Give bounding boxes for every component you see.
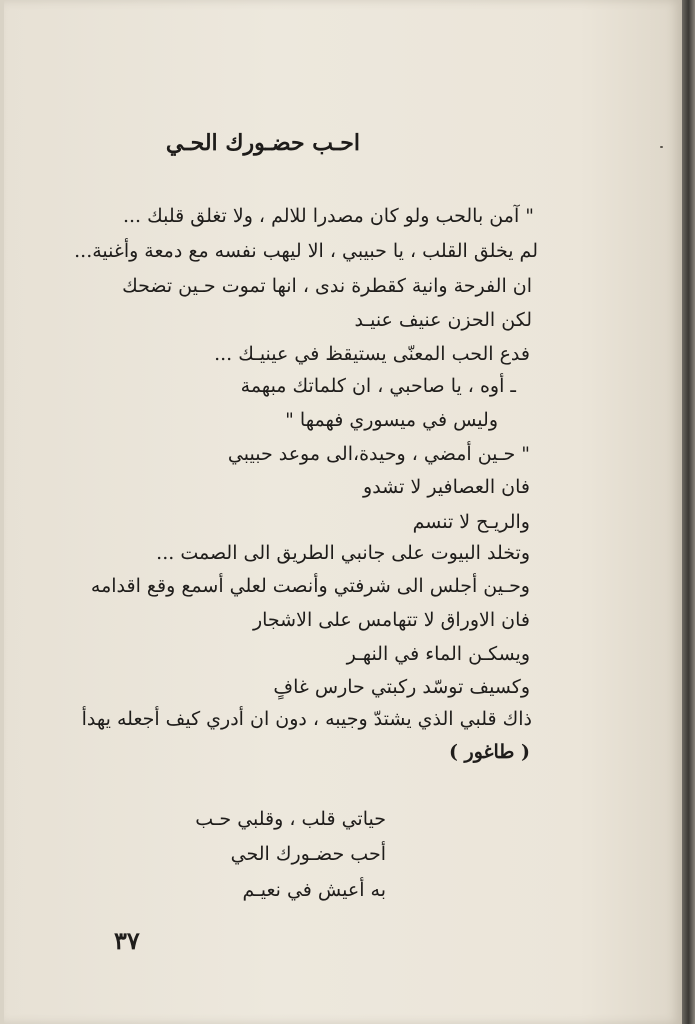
poem-line: لم يخلق القلب ، يا حبيبي ، الا ليهب نفسه مع دمعة وأغنية... [74, 240, 538, 262]
stanza-line: به أعيش في نعيـم [242, 879, 386, 901]
poem-line: ان الفرحة وانية كقطرة ندى ، انها تموت حـين تضحك [122, 275, 532, 297]
poem-line: " آمن بالحب ولو كان مصدرا للالم ، ولا تغلق قلبك ... [122, 205, 534, 227]
page-number: ٣٧ [114, 926, 140, 955]
poem-line: وحـين أجلس الى شرفتي وأنصت لعلي أسمع وقع اقدامه [90, 575, 530, 597]
book-page [4, 0, 682, 1024]
ink-speck [660, 146, 663, 148]
poem-line: لكن الحزن عنيف عنيـد [354, 309, 532, 331]
poem-line: وليس في ميسوري فهمها " [285, 409, 498, 431]
poem-line: وكسيف توسّد ركبتي حارس غافٍ [273, 676, 530, 698]
poem-line: ـ أوه ، يا صاحبي ، ان كلماتك مبهمة [240, 375, 516, 397]
poem-line: ذاك قلبي الذي يشتدّ وجيبه ، دون ان أدري كيف أجعله يهدأ [81, 708, 532, 730]
poem-line: فان الاوراق لا تتهامس على الاشجار [252, 609, 530, 631]
poem-line: ويسكـن الماء في النهـر [346, 643, 530, 665]
poem-line: والريـح لا تنسم [412, 511, 530, 533]
poem-line: فدع الحب المعنّى يستيقظ في عينيـك ... [214, 343, 530, 365]
attribution: ( طاغور ) [448, 741, 530, 763]
stanza-line: أحب حضـورك الحي [230, 843, 386, 865]
stanza-line: حياتي قلب ، وقلبي حـب [195, 808, 386, 830]
book-binding-edge [682, 0, 695, 1024]
poem-line: وتخلد البيوت على جانبي الطريق الى الصمت ... [156, 542, 530, 564]
page-title: احـب حضـورك الحـي [165, 130, 360, 156]
poem-line: فان العصافير لا تشدو [363, 476, 530, 498]
poem-line: " حـين أمضي ، وحيدة،الى موعد حبيبي [227, 443, 530, 465]
